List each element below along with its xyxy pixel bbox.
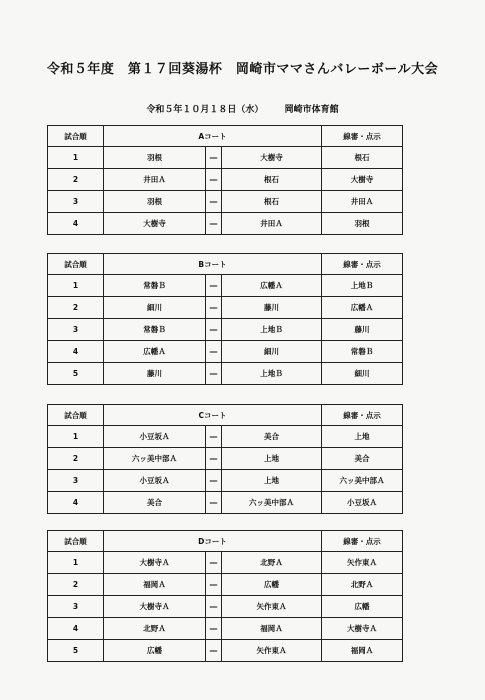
table-row <box>48 552 403 574</box>
table-header-row <box>48 405 403 426</box>
versus-dash: ― <box>206 426 222 448</box>
match-number: 3 <box>48 596 104 618</box>
table-row <box>48 492 403 514</box>
match-number: 2 <box>48 297 104 319</box>
table-row <box>48 470 403 492</box>
referee-team: 上地 <box>322 426 403 448</box>
order-header: 試合順 <box>48 126 104 147</box>
team-2: 広幡 <box>222 574 322 596</box>
match-number: 3 <box>48 470 104 492</box>
team-1: 広幡 <box>104 640 206 662</box>
table-header-row <box>48 254 403 275</box>
table-row <box>48 596 403 618</box>
team-2: 矢作東Ａ <box>222 596 322 618</box>
order-header: 試合順 <box>48 405 104 426</box>
versus-dash: ― <box>206 618 222 640</box>
team-2: 上地 <box>222 470 322 492</box>
team-2: 上地Ｂ <box>222 363 322 385</box>
match-number: 2 <box>48 169 104 191</box>
team-2: 福岡Ａ <box>222 618 322 640</box>
referee-team: 根石 <box>322 147 403 169</box>
referee-team: 北野Ａ <box>322 574 403 596</box>
table-row <box>48 640 403 662</box>
team-1: 美合 <box>104 492 206 514</box>
match-number: 2 <box>48 448 104 470</box>
match-number: 1 <box>48 552 104 574</box>
table-row <box>48 297 403 319</box>
referee-header: 線審・点示 <box>322 126 403 147</box>
table-row <box>48 618 403 640</box>
table-row <box>48 169 403 191</box>
court-name: Cコート <box>104 405 322 426</box>
event-venue: 岡崎市体育館 <box>284 105 339 115</box>
table-row <box>48 213 403 235</box>
versus-dash: ― <box>206 213 222 235</box>
court-table <box>47 253 403 385</box>
court-name: Bコート <box>104 254 322 275</box>
team-1: 常磐Ｂ <box>104 319 206 341</box>
match-number: 4 <box>48 213 104 235</box>
referee-team: 井田Ａ <box>322 191 403 213</box>
versus-dash: ― <box>206 275 222 297</box>
team-1: 福岡Ａ <box>104 574 206 596</box>
referee-team: 小豆坂Ａ <box>322 492 403 514</box>
table-header-row <box>48 126 403 147</box>
referee-team: 常磐Ｂ <box>322 341 403 363</box>
team-2: 根石 <box>222 191 322 213</box>
versus-dash: ― <box>206 640 222 662</box>
team-2: 井田Ａ <box>222 213 322 235</box>
match-number: 4 <box>48 618 104 640</box>
table-row <box>48 147 403 169</box>
versus-dash: ― <box>206 492 222 514</box>
table-row <box>48 426 403 448</box>
team-1: 藤川 <box>104 363 206 385</box>
team-1: 井田Ａ <box>104 169 206 191</box>
table-header-row <box>48 531 403 552</box>
court-name: Dコート <box>104 531 322 552</box>
team-1: 大樹寺 <box>104 213 206 235</box>
versus-dash: ― <box>206 191 222 213</box>
match-number: 5 <box>48 640 104 662</box>
referee-team: 大樹寺Ａ <box>322 618 403 640</box>
team-2: 根石 <box>222 169 322 191</box>
team-1: 六ッ美中部Ａ <box>104 448 206 470</box>
table-row <box>48 363 403 385</box>
referee-team: 六ッ美中部Ａ <box>322 470 403 492</box>
match-number: 1 <box>48 275 104 297</box>
team-1: 小豆坂Ａ <box>104 426 206 448</box>
order-header: 試合順 <box>48 531 104 552</box>
team-1: 大樹寺Ａ <box>104 552 206 574</box>
team-2: 上地Ｂ <box>222 319 322 341</box>
event-info <box>0 102 485 115</box>
team-1: 大樹寺Ａ <box>104 596 206 618</box>
versus-dash: ― <box>206 574 222 596</box>
referee-team: 福岡Ａ <box>322 640 403 662</box>
referee-header: 線審・点示 <box>322 254 403 275</box>
match-number: 2 <box>48 574 104 596</box>
match-number: 1 <box>48 147 104 169</box>
table-row <box>48 448 403 470</box>
referee-team: 上地Ｂ <box>322 275 403 297</box>
court-table <box>47 530 403 662</box>
team-1: 常磐Ｂ <box>104 275 206 297</box>
team-2: 藤川 <box>222 297 322 319</box>
team-2: 矢作東Ａ <box>222 640 322 662</box>
versus-dash: ― <box>206 169 222 191</box>
referee-header: 線審・点示 <box>322 531 403 552</box>
referee-team: 藤川 <box>322 319 403 341</box>
versus-dash: ― <box>206 341 222 363</box>
versus-dash: ― <box>206 319 222 341</box>
table-row <box>48 341 403 363</box>
event-date: 令和５年１０月１８日（水） <box>146 105 264 115</box>
table-row <box>48 319 403 341</box>
versus-dash: ― <box>206 552 222 574</box>
referee-header: 線審・点示 <box>322 405 403 426</box>
team-2: 上地 <box>222 448 322 470</box>
table-row <box>48 574 403 596</box>
team-1: 羽根 <box>104 191 206 213</box>
team-1: 小豆坂Ａ <box>104 470 206 492</box>
versus-dash: ― <box>206 448 222 470</box>
referee-team: 矢作東Ａ <box>322 552 403 574</box>
versus-dash: ― <box>206 596 222 618</box>
team-2: 北野Ａ <box>222 552 322 574</box>
page-title: 令和５年度 第１７回葵湯杯 岡崎市ママさんバレーボール大会 <box>46 62 439 77</box>
match-number: 5 <box>48 363 104 385</box>
referee-team: 羽根 <box>322 213 403 235</box>
court-table <box>47 125 403 235</box>
court-table <box>47 404 403 514</box>
versus-dash: ― <box>206 147 222 169</box>
team-1: 細川 <box>104 297 206 319</box>
versus-dash: ― <box>206 297 222 319</box>
match-number: 3 <box>48 191 104 213</box>
match-number: 1 <box>48 426 104 448</box>
team-2: 細川 <box>222 341 322 363</box>
team-2: 美合 <box>222 426 322 448</box>
table-row <box>48 191 403 213</box>
team-1: 北野Ａ <box>104 618 206 640</box>
table-row <box>48 275 403 297</box>
match-number: 3 <box>48 319 104 341</box>
match-number: 4 <box>48 492 104 514</box>
versus-dash: ― <box>206 363 222 385</box>
versus-dash: ― <box>206 470 222 492</box>
team-2: 広幡Ａ <box>222 275 322 297</box>
team-2: 六ッ美中部Ａ <box>222 492 322 514</box>
referee-team: 広幡Ａ <box>322 297 403 319</box>
order-header: 試合順 <box>48 254 104 275</box>
team-2: 大樹寺 <box>222 147 322 169</box>
referee-team: 大樹寺 <box>322 169 403 191</box>
referee-team: 広幡 <box>322 596 403 618</box>
referee-team: 美合 <box>322 448 403 470</box>
referee-team: 細川 <box>322 363 403 385</box>
team-1: 羽根 <box>104 147 206 169</box>
match-number: 4 <box>48 341 104 363</box>
court-name: Aコート <box>104 126 322 147</box>
team-1: 広幡Ａ <box>104 341 206 363</box>
